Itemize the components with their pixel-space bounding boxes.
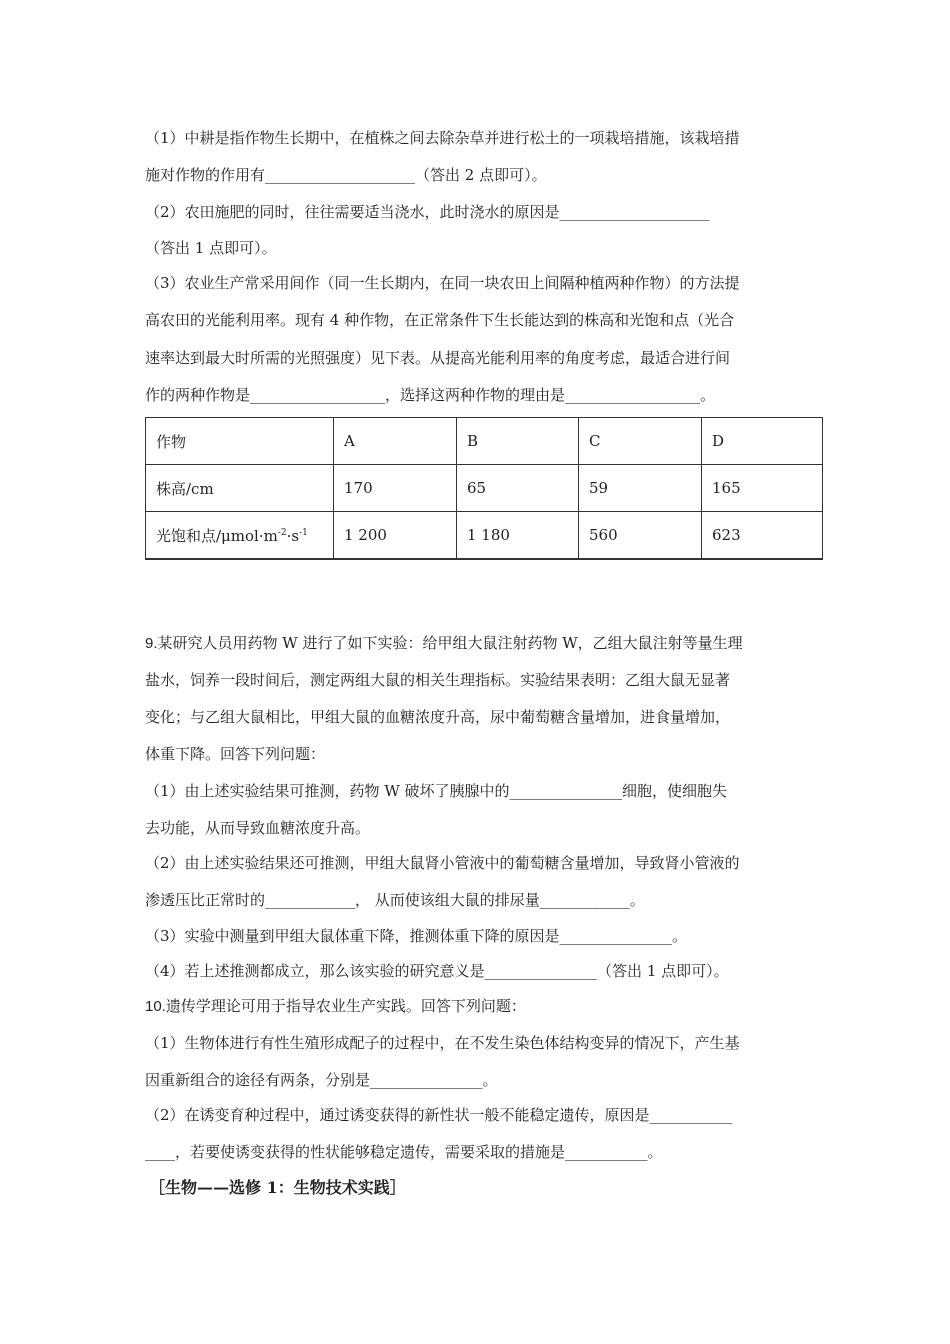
q8-part1-line1: （1）中耕是指作物生长期中，在植株之间去除杂草并进行松土的一项栽培措施，该栽培措 [145, 129, 740, 147]
table-cell: B [457, 418, 579, 465]
table-cell: 65 [457, 465, 579, 512]
unit-exponent: -2 [277, 527, 287, 538]
question-text: 某研究人员用药物 W 进行了如下实验：给甲组大鼠注射药物 W，乙组大鼠注射等量生理 [157, 634, 743, 652]
table-cell: C [579, 418, 702, 465]
q10-part2-line2: ____，若要使诱变获得的性状能够稳定遗传，需要采取的措施是___________。 [145, 1143, 663, 1161]
q8-part2-line2: （答出 1 点即可）。 [145, 239, 277, 257]
table-cell: 165 [702, 465, 823, 512]
table-cell: A [334, 418, 457, 465]
q10-part2-line1: （2）在诱变育种过程中，通过诱变获得的新性状一般不能稳定遗传，原因是___________ [145, 1106, 733, 1124]
q10-line1 [145, 996, 526, 1017]
table-cell: 59 [579, 465, 702, 512]
q9-part3: （3）实验中测量到甲组大鼠体重下降，推测体重下降的原因是_______________。 [145, 927, 688, 945]
crop-table [145, 417, 823, 560]
table-cell: 170 [334, 465, 457, 512]
table-header-row [146, 418, 823, 465]
q8-part3-line4: 作的两种作物是__________________，选择这两种作物的理由是__________________。 [145, 386, 716, 404]
table-cell: 1 180 [457, 512, 579, 560]
table-cell: 作物 [146, 418, 334, 465]
table-cell: 623 [702, 512, 823, 560]
q8-part3-line2: 高农田的光能利用率。现有 4 种作物，在正常条件下生长能达到的株高和光饱和点（光合 [145, 311, 735, 329]
question-number: 9. [145, 635, 158, 652]
table-cell-light-label [146, 512, 334, 560]
unit-label: ·s [286, 526, 300, 545]
unit-label: 光饱和点/μmol·m [156, 526, 278, 545]
table-cell: D [702, 418, 823, 465]
table-cell: 株高/cm [146, 465, 334, 512]
unit-exponent: -1 [299, 527, 308, 538]
q9-line1 [145, 633, 743, 654]
table-cell: 1 200 [334, 512, 457, 560]
q8-part1-line2: 施对作物的作用有____________________（答出 2 点即可）。 [145, 166, 547, 184]
q9-line4: 体重下降。回答下列问题： [145, 745, 326, 763]
question-text: 遗传学理论可用于指导农业生产实践。回答下列问题： [165, 997, 526, 1015]
q10-part1-line2: 因重新组合的途径有两条，分别是_______________。 [145, 1071, 498, 1089]
q9-part2-line1: （2）由上述实验结果还可推测，甲组大鼠肾小管液中的葡萄糖含量增加，导致肾小管液的 [145, 854, 740, 872]
q9-line2: 盐水，饲养一段时间后，测定两组大鼠的相关生理指标。实验结果表明：乙组大鼠无显著 [145, 671, 731, 689]
q9-part2-line2: 渗透压比正常时的____________， 从而使该组大鼠的排尿量____________。 [145, 891, 645, 909]
q9-part1-line2: 去功能，从而导致血糖浓度升高。 [145, 819, 371, 837]
question-number: 10. [145, 998, 166, 1015]
q9-part4: （4）若上述推测都成立，那么该实验的研究意义是_______________（答出 1 点即可）。 [145, 962, 729, 980]
table-row [146, 512, 823, 560]
q9-part1-line1: （1）由上述实验结果可推测，药物 W 破坏了胰腺中的_______________细胞，使细胞失 [145, 782, 728, 800]
table-cell: 560 [579, 512, 702, 560]
q8-part3-line1: （3）农业生产常采用间作（同一生长期内，在同一块农田上间隔种植两种作物）的方法提 [145, 274, 740, 292]
q8-part3-line3: 速率达到最大时所需的光照强度）见下表。从提高光能利用率的角度考虑，最适合进行间 [145, 349, 731, 367]
q9-line3: 变化；与乙组大鼠相比，甲组大鼠的血糖浓度升高，尿中葡萄糖含量增加，进食量增加， [145, 708, 731, 726]
q10-part1-line1: （1）生物体进行有性生殖形成配子的过程中，在不发生染色体结构变异的情况下，产生基 [145, 1034, 740, 1052]
q8-part2-line1: （2）农田施肥的同时，往往需要适当浇水，此时浇水的原因是____________________ [145, 203, 710, 221]
section-heading: ［生物——选修 1：生物技术实践］ [149, 1178, 406, 1197]
table-row [146, 465, 823, 512]
